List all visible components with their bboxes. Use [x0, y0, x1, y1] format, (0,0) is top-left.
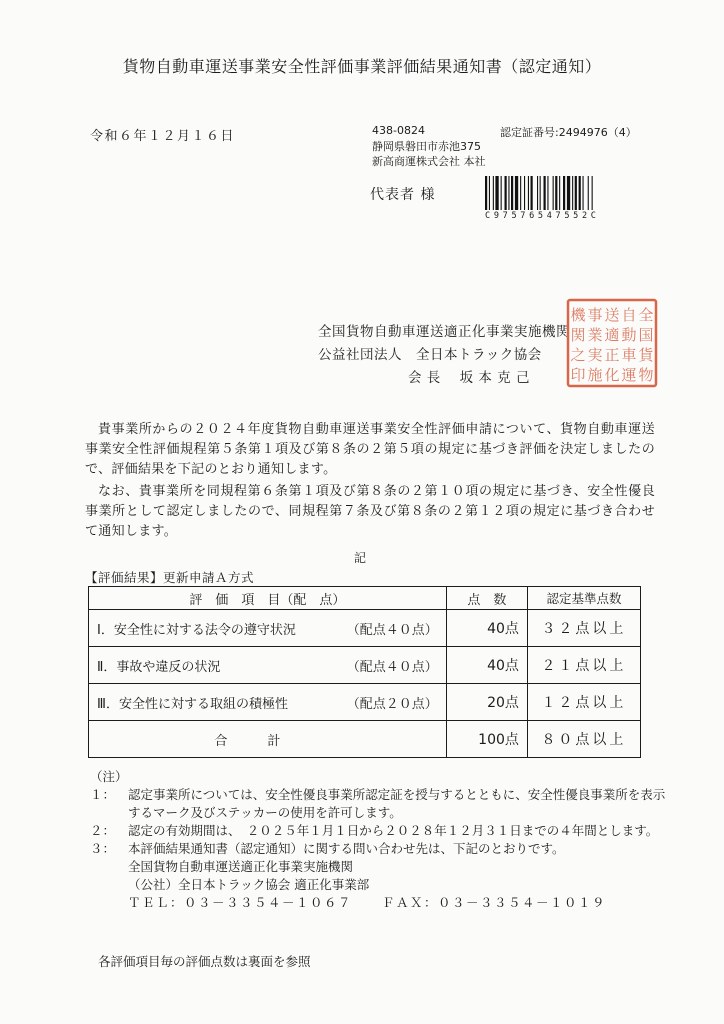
svg-text:車: 車	[621, 346, 637, 364]
evaluation-table	[88, 586, 641, 758]
header-score: 点 数	[446, 587, 527, 610]
issuer-association: 公益社団法人 全日本トラック協会	[318, 347, 542, 363]
barcode-text: C97576547552C	[485, 211, 600, 221]
body-paragraph-1: 貴事業所からの２０２４年度貨物自動車運送事業安全性評価申請について、貨物自動車運送事業安全性評価規程第５条第１項及び第８条の２第５項の規定に基づき評価を決定しましたので、評価結果を下記のとおり通知します。	[85, 422, 655, 477]
issue-date: 令和６年１２月１６日	[90, 129, 236, 144]
svg-text:運: 運	[621, 366, 637, 384]
row-standard: ３２点以上	[527, 610, 640, 647]
row-score: 40点	[446, 610, 527, 647]
svg-text:関: 関	[570, 326, 586, 344]
certificate-number: 認定証番号:2494976（4）	[500, 126, 637, 139]
svg-text:業: 業	[587, 326, 603, 344]
row-standard: １２点以上	[527, 684, 640, 721]
note-text: 認定の有効期間は、 ２０２５年１月１日から２０２８年１２月３１日までの４年間とします。	[128, 823, 659, 838]
row-points: （配点４０点）	[346, 622, 438, 638]
issuer-organization: 全国貨物自動車運送適正化事業実施機関	[318, 324, 570, 340]
header-item: 評 価 項 目（配 点）	[89, 587, 447, 610]
svg-text:印: 印	[570, 366, 586, 384]
total-standard: ８０点以上	[527, 721, 640, 758]
table-total-row	[89, 721, 641, 758]
svg-text:送: 送	[604, 306, 620, 324]
row-score: 40点	[446, 647, 527, 684]
note-item	[90, 840, 670, 858]
table-header-row	[89, 587, 641, 610]
note-text: 認定事業所については、安全性優良事業所認定証を授与するとともに、安全性優良事業所を表示するマーク及びステッカーの使用を許可します。	[128, 787, 666, 820]
note-item	[90, 786, 670, 822]
notes-heading: （注）	[90, 769, 128, 784]
svg-text:貨: 貨	[638, 346, 654, 364]
table-row	[89, 647, 641, 684]
total-score: 100点	[446, 721, 527, 758]
svg-text:事: 事	[587, 306, 603, 324]
svg-text:適: 適	[604, 326, 620, 344]
row-item: Ⅱ．事故や違反の状況	[97, 659, 221, 675]
note-number: ３：	[90, 841, 116, 856]
contact-department: （公社）全日本トラック協会 適正化事業部	[128, 877, 370, 892]
row-standard: ２１点以上	[527, 647, 640, 684]
svg-text:施: 施	[587, 366, 603, 384]
contact-fax: ＦＡＸ：０３－３３５４－１０１９	[382, 895, 607, 910]
svg-text:自: 自	[621, 306, 637, 324]
contact-organization: 全国貨物自動車運送適正化事業実施機関	[128, 859, 354, 874]
notes-section	[90, 768, 670, 912]
issuer-chairman: 会 長 坂 本 克 己	[408, 370, 530, 386]
contact-phone-fax	[90, 894, 670, 912]
barcode	[484, 176, 634, 210]
note-text: 本評価結果通知書（認定通知）に関する問い合わせ先は、下記のとおりです。	[128, 841, 565, 856]
svg-text:化: 化	[604, 366, 620, 384]
ki-marker: 記	[354, 551, 367, 565]
result-label: 【評価結果】更新申請Ａ方式	[85, 570, 255, 585]
note-number: １：	[90, 787, 116, 802]
row-item: Ⅲ．安全性に対する取組の積極性	[97, 696, 288, 712]
row-item: Ⅰ．安全性に対する法令の遵守状況	[97, 622, 296, 638]
row-points: （配点４０点）	[346, 659, 438, 675]
svg-text:機: 機	[570, 306, 586, 324]
recipient-name: 代表者 様	[370, 187, 436, 203]
contact-tel: ＴＥＬ：０３－３３５４－１０６７	[128, 895, 353, 910]
svg-text:動: 動	[621, 326, 637, 344]
svg-text:物: 物	[638, 366, 654, 384]
footer-note: 各評価項目毎の評価点数は裏面を参照	[98, 954, 311, 969]
table-row	[89, 610, 641, 647]
row-score: 20点	[446, 684, 527, 721]
svg-text:之: 之	[570, 346, 586, 364]
header-standard: 認定基準点数	[527, 587, 640, 610]
table-row	[89, 684, 641, 721]
recipient-company: 新高商運株式会社 本社	[372, 155, 486, 168]
total-label: 合計	[89, 721, 447, 758]
postal-code: 438-0824	[372, 124, 425, 137]
recipient-address: 静岡県磐田市赤池375	[372, 140, 481, 153]
body-paragraph-2: なお、貴事業所を同規程第６条第１項及び第８条の２第１０項の規定に基づき、安全性優良事業所として認定しましたので、同規程第７条及び第８条の２第１２項の規定に基づき合わせて通知します。	[85, 484, 655, 539]
svg-text:全: 全	[638, 306, 654, 324]
note-number: ２：	[90, 823, 116, 838]
svg-text:正: 正	[604, 346, 620, 364]
note-item	[90, 822, 670, 840]
svg-text:実: 実	[587, 346, 603, 364]
row-points: （配点２０点）	[346, 696, 438, 712]
official-seal	[566, 298, 658, 388]
document-title: 貨物自動車運送事業安全性評価事業評価結果通知書（認定通知）	[122, 57, 602, 76]
svg-text:国: 国	[638, 326, 654, 344]
